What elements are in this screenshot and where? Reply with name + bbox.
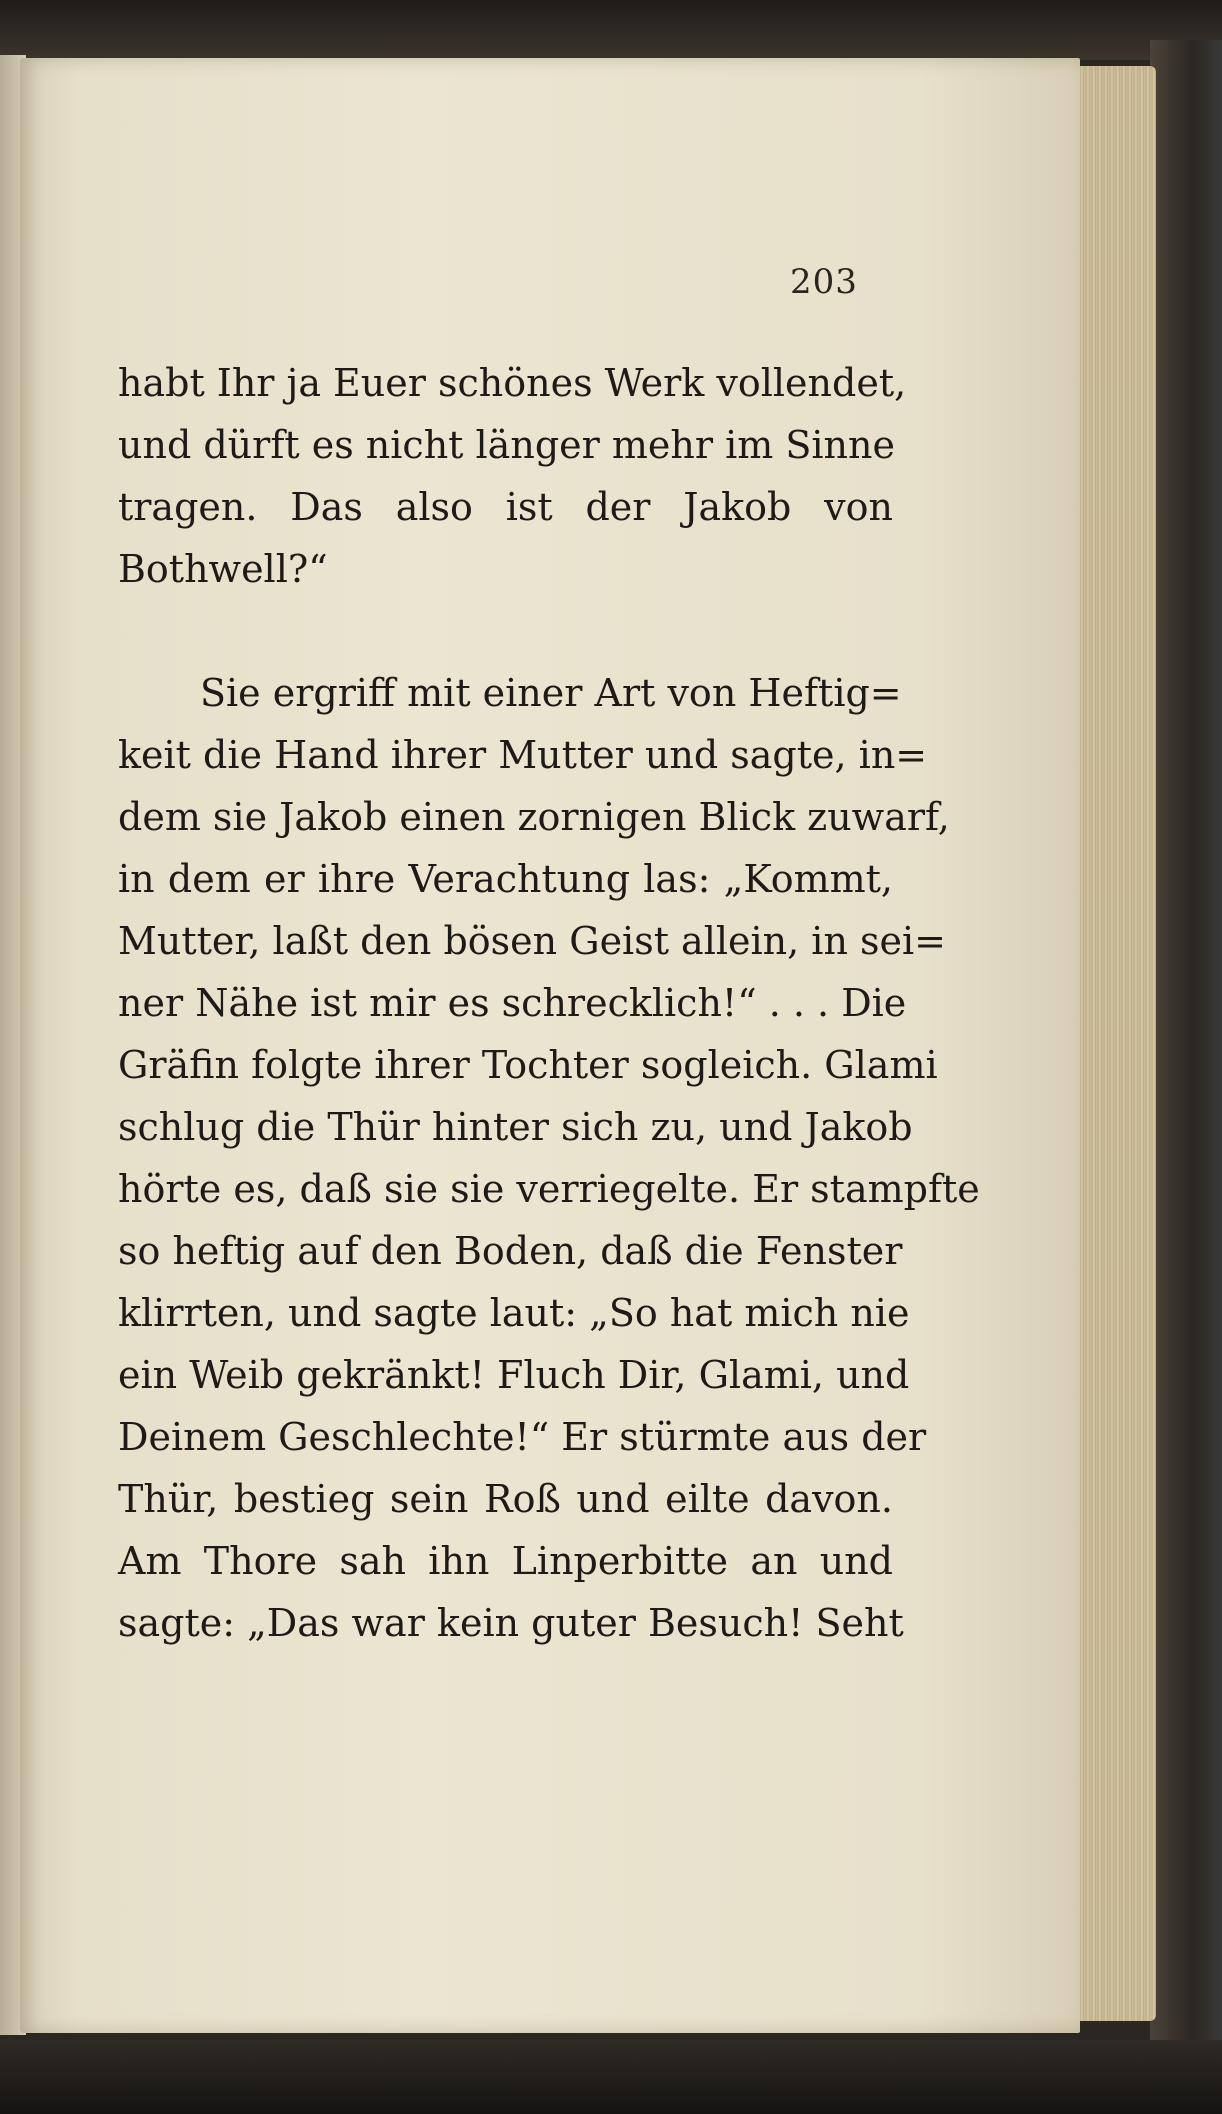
text-line: dem sie Jakob einen zornigen Blick zuwarf,	[118, 795, 950, 839]
text-line: in dem er ihre Verachtung las: „Kommt,	[118, 857, 893, 901]
text-line: sagte: „Das war kein guter Besuch! Seht	[118, 1601, 904, 1645]
text-line: Thür, bestieg sein Roß und eilte davon.	[118, 1477, 893, 1521]
text-line: klirrten, und sagte laut: „So hat mich nie	[118, 1291, 910, 1335]
page-number: 203	[790, 262, 858, 302]
book-top-edge	[0, 0, 1222, 60]
text-line: keit die Hand ihrer Mutter und sagte, in=	[118, 733, 928, 777]
page-text	[118, 352, 980, 1654]
book-bottom-edge	[0, 2040, 1222, 2114]
paragraph-gap	[118, 600, 893, 662]
text-line: habt Ihr ja Euer schönes Werk vollendet,	[118, 361, 907, 405]
text-line: und dürft es nicht länger mehr im Sinne	[118, 423, 895, 467]
text-line: Mutter, laßt den bösen Geist allein, in sei=	[118, 919, 946, 963]
text-line: ein Weib gekränkt! Fluch Dir, Glami, und	[118, 1353, 910, 1397]
text-line: Am Thore sah ihn Linperbitte an und	[118, 1539, 893, 1583]
text-line: Gräfin folgte ihrer Tochter sogleich. Glami	[118, 1043, 938, 1087]
text-line: tragen. Das also ist der Jakob von	[118, 485, 893, 529]
text-line: schlug die Thür hinter sich zu, und Jakob	[118, 1105, 913, 1149]
text-line: hörte es, daß sie sie verriegelte. Er stampfte	[118, 1167, 980, 1211]
text-line: ner Nähe ist mir es schrecklich!“ . . . Die	[118, 981, 907, 1025]
text-line: Bothwell?“	[118, 547, 328, 591]
book-cover-edge	[1150, 40, 1222, 2060]
text-line: so heftig auf den Boden, daß die Fenster	[118, 1229, 903, 1273]
text-line: Deinem Geschlechte!“ Er stürmte aus der	[118, 1415, 927, 1459]
text-line: Sie ergriff mit einer Art von Heftig=	[200, 671, 902, 715]
